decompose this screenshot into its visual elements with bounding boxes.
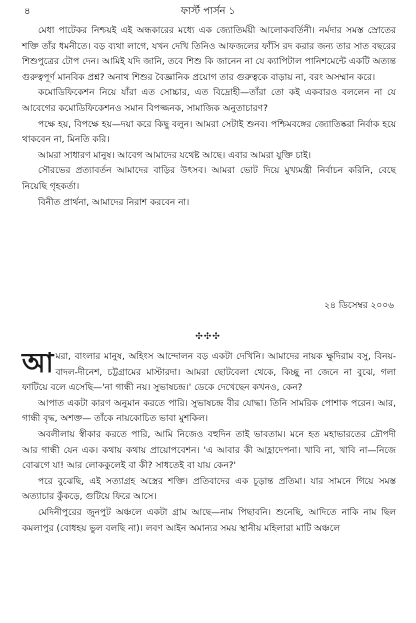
section-ornament: ✣✣✣ xyxy=(195,332,221,342)
paragraph: বিনীত প্রার্থনা, আমাদের নিরাশ করবেন না। xyxy=(38,197,190,208)
paragraph: মেধা পাটেকর নিশ্চয়ই এই অন্ধকারের মধ্যে এক জ্যোতির্ময়ী আলোকবর্তিনী। নর্মদার সমস্ত স্রোতের শক্তি তাঁর ধমনীতে। বড় ব্যথা লাগে, যখন দেখি তিনিও আফজলের ফাঁসি রদ করার জন্য তার সাত বছরের শিশুপুত্রের টোপ দেন। আমিই যদি জানি, তবে শিশু কি জানেন না যে ক্যাপিটাল পানিশমেন্টে একটি অত্যন্ত গুরুত্বপূর্ণ মানবিক প্রশ্ন? অনাথ শিশুর বৈজ্ঞানিক প্রয়োগ তার গুরুত্বকে বাড়ায় না, বরং অসম্মান করে। xyxy=(22,26,396,83)
opening-paragraph xyxy=(22,350,396,397)
drop-cap: আ xyxy=(22,348,54,379)
page-number: ৪ xyxy=(24,6,31,17)
paragraph: পরে বুঝেছি, এই সত্যাগ্রহ অস্ত্রের শক্তি। প্রতিবাদের এক চূড়ান্ত প্রতিমা। যার সামনে গিয়ে সমস্ত অত্যাচার কুঁকড়ে, গুটিয়ে ফিরে আসে। xyxy=(22,476,396,503)
paragraph-text: মরা, বাংলার মানুষ, অহিংস আন্দোলন বড় একটা দেখিনি। আমাদের নায়ক ক্ষুদিরাম বসু, বিনয়-বাদল-দীনেশ, চট্টগ্রামের মাস্টারদা। আমরা ছোটবেলা থেকে, কিচ্ছু না জেনে না বুঝে, গলা ফাটিয়ে বলে এসেছি—'না গান্ধী নয়। সুভাষচন্দ্র।' ডেকে দেখেছেন কখনও, কেন? xyxy=(22,352,396,394)
paragraph: সৌরভের প্রত্যাবর্তন আমাদের বাড়ির উৎসব। আমরা ভোট দিয়ে মুখ্যমন্ত্রী নির্বাচন করিনি, বেছে নিয়েছি গৃহকর্তা। xyxy=(22,166,396,192)
essay-ending xyxy=(22,24,396,211)
paragraph: পক্ষে হয়, বিপক্ষে হয়—দয়া করে কিছু বলুন। আমরা সেটাই শুনব। পশ্চিমবঙ্গের জ্যোতিষ্করা নির্বাক হয়ে থাকবেন না, মিনতি করি। xyxy=(22,119,396,146)
page-header xyxy=(24,4,392,20)
essay-date: ২৪ ডিসেম্বর ২০০৬ xyxy=(324,301,394,311)
new-essay xyxy=(22,350,396,537)
paragraph: আমরা সাধারণ মানুষ। আবেগ আমাদের যথেষ্ট আছে। এবার আমরা যুক্তি চাই। xyxy=(38,150,312,161)
paragraph: কমোডিফিকেশন নিয়ে যাঁরা এত সোচ্চার, এত বিদ্রোহী—তাঁরা তো কই একবারও বললেন না যে আবেগের কমোডিফিকেশনও সমান বিপজ্জনক, সামাজিক অনুতাচারণ? xyxy=(22,88,396,114)
paragraph: আপাত একটা কারণ অনুমান করতে পারি। সুভাষচন্দ্র বীর যোদ্ধা। তিনি সামরিক পোশাক পরেন। আর, গান্ধী বৃদ্ধ, অশক্ত— তাঁকে নায়কোচিত ভাবা মুশকিল। xyxy=(22,398,396,425)
paragraph: মেদিনীপুরের জুনপুট অঞ্চলে একটা গ্রাম আছে—নাম পিছাবনি। শুনেছি, আদিতে নাকি নাম ছিল কমলাপুর (বোধহয় ভুল বলছি না)। লবণ আইন অমান্যর সময় স্থানীয় মহিলারা মাটি অঞ্চলে xyxy=(22,507,396,534)
paragraph: অবলীলায় স্বীকার করতে পারি, আমি নিজেও বহুদিন তাই ভাবতাম। মনে হত মহাভারতের দ্রৌপদী আর গান্ধী যেন এক। কথায় কথায় প্রায়োপবেশন। 'এ আবার কী আহ্লাদেপনা। খাবি না, খাবি না—নিজে বোঝগে যা! আর লোককুলেই বা কী? সাধতেই বা যায় কেন?' xyxy=(22,429,396,472)
running-title: ফার্স্ট পার্সন ১ xyxy=(180,6,236,17)
